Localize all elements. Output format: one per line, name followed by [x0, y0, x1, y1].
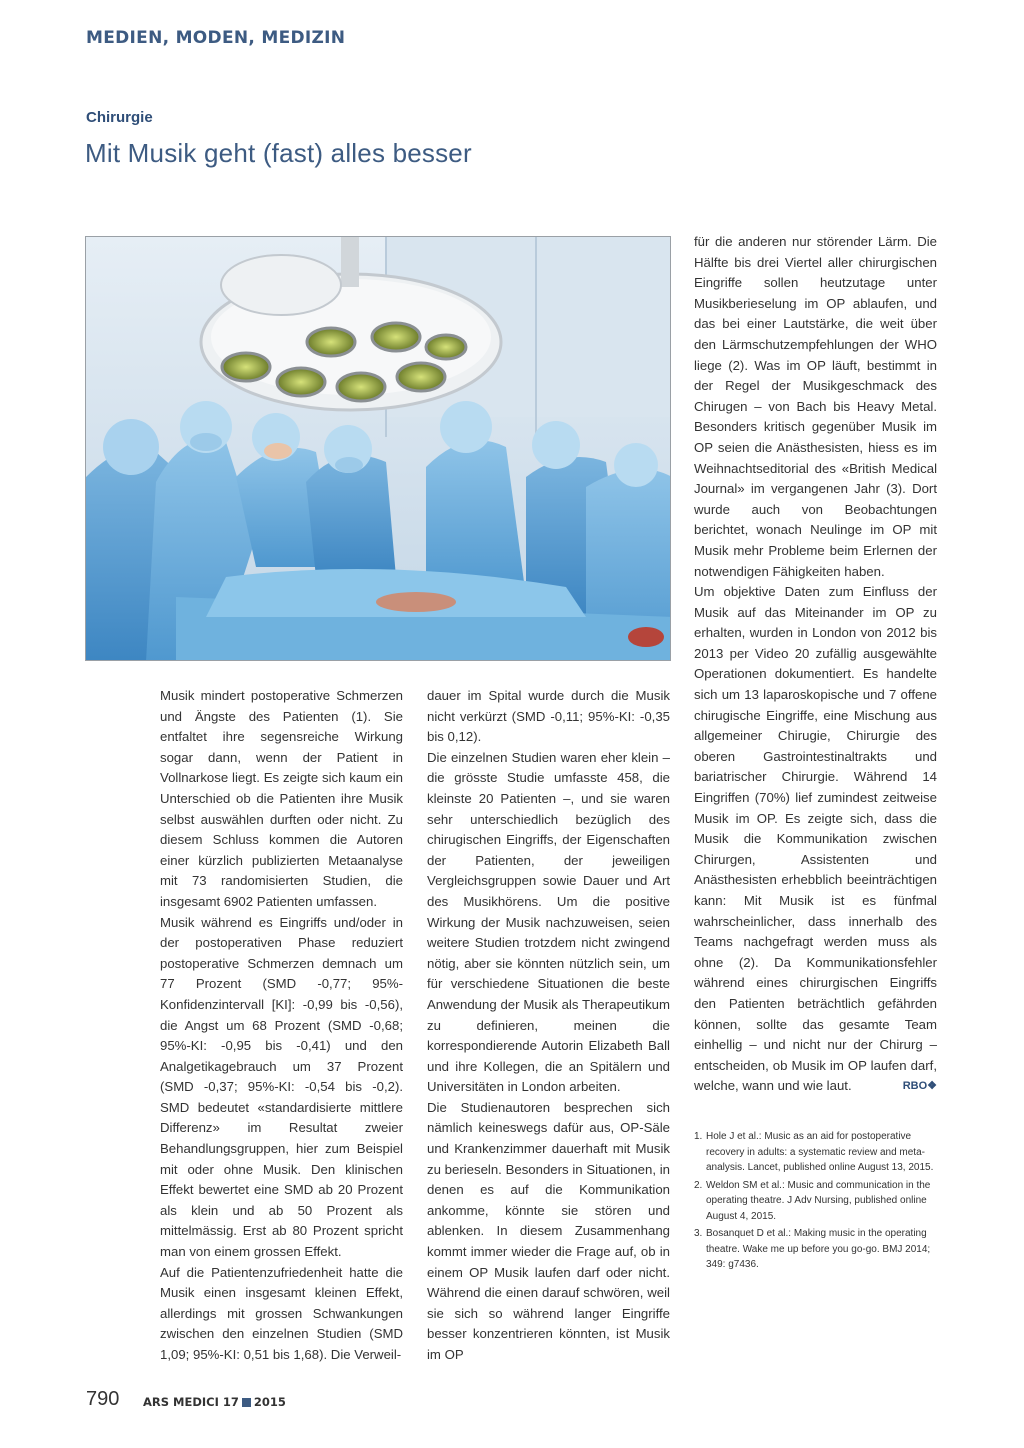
paragraph: Die einzelnen Studien waren eher klein – die grösste Studie umfasste 458, die kleinste 20 Patienten –, und sie waren sehr unterschiedlich bezüglich des chirugischen Eingriffs, der Eigenschaften der Patienten, der jeweiligen Vergleichsgruppen sowie Dauer und Art des Musikhörens. Um die positive Wirkung der Musik nachzuweisen, seien weitere Studien trotzdem nicht zwingend nötig, aber sie könnten nützlich sein, um für verschiedene Situationen die beste Anwendung der Musik als Therapeutikum zu definieren, meinen die korrespondierende Autorin Elizabeth Ball und ihre Kollegen, die an Spitälern und Universitäten in London arbeiten. — [427, 749, 670, 1095]
reference-text: Bosanquet D et al.: Making music in the operating theatre. Wake me up before you go-go. BMJ 2014; 349: g7436. — [706, 1228, 931, 1270]
surgery-photo — [85, 236, 671, 661]
square-separator-icon — [242, 1398, 251, 1407]
paragraph: Die Studienautoren besprechen sich nämlich keineswegs dafür aus, OP-Säle und Krankenzimmer dauerhaft mit Musik zu berieseln. Besonders in Situationen, in denen es auf die Kommunikation ankomme, könnte sie stören und ablenken. In diesem Zusammenhang kommt immer wieder die Frage auf, ob in einem OP Musik laufen darf oder nicht. Während die einen darauf schwören, weil sie sich so während langer Eingriffe besser konzentrieren könnten, ist Musik im OP — [427, 1099, 670, 1362]
paragraph-text: Um objektive Daten zum Einfluss der Musik auf das Miteinander im OP zu erhalten, wurden in London von 2012 bis 2013 per Video 20 zufällig ausgewählte Operationen dokumentiert. Es handelte sich um 13 laparoskopische und 7 offene chirugische Eingriffe, eine Mischung aus allgemeiner Chirugie, Chirurgie des oberen Gastrointestinaltrakts und bariatrischer Chirurgie. Während 14 Eingriffen (70%) lief zumindest zeitweise Musik im OP. Es zeigte sich, dass die Musik die Kommunikation zwischen Chirurgen, Assistenten und Anästhesisten erhebblich beeinträchtigen kann: Mit Musik ist es fünfmal wahrscheinlicher, dass innerhalb des Teams nachgefragt werden muss als ohne (2). Da Kommunikationsfehler während eines chirurgischen Eingriffs den Patienten beträchtlich gefährden können, sollte das gesamte Team einhellig – und nicht nur der Chirurg – entscheiden, ob Musik im OP laufen darf, welche, wann und wie laut. — [694, 584, 937, 1094]
reference-item — [694, 1178, 942, 1225]
magazine-name: ARS MEDICI 17 — [143, 1395, 239, 1409]
paragraph: dauer im Spital wurde durch die Musik nicht verkürzt (SMD -0,11; 95%-KI: -0,35 bis 0,12). — [427, 688, 670, 745]
publication-year: 2015 — [253, 1395, 286, 1409]
page-number: 790 — [86, 1388, 120, 1410]
article-column-1 — [160, 686, 403, 1366]
paragraph: Auf die Patientenzufriedenheit hatte die Musik einen insgesamt kleinen Effekt, allerdings mit grossen Schwankungen zwischen den einzelnen Studien (SMD 1,09; 95%-KI: 0,51 bis 1,68). Die Verweil- — [160, 1264, 403, 1362]
article-kicker: Chirurgie — [86, 109, 153, 126]
reference-number: 3. — [694, 1228, 703, 1239]
article-column-3 — [694, 232, 937, 1097]
paragraph: für die anderen nur störender Lärm. Die Hälfte bis drei Viertel aller chirurgischen Eingriffe sollen heutzutage unter Musikberieselung im OP ablaufen, und das bei einer Lautstärke, die weit über den Lärmschutzempfehlungen der WHO liege (2). Was im OP läuft, bestimmt in der Regel der Musikgeschmack des Chirugen – von Bach bis Heavy Metal. Besonders kritisch gegenüber Musik im OP seien die Anästhesisten, hiess es im Weihnachtseditorial des «British Medical Journal» im vergangenen Jahr (3). Dort wurde auch von Beobachtungen berichtet, wonach Neulinge im OP mit Musik mehr Probleme beim Erlernen der notwendigen Fähigkeiten haben. — [694, 234, 937, 579]
reference-item — [694, 1129, 942, 1176]
article-title: Mit Musik geht (fast) alles besser — [85, 138, 472, 168]
reference-item — [694, 1226, 942, 1273]
footer-publication — [143, 1395, 286, 1409]
section-label: MEDIEN, MODEN, MEDIZIN — [86, 28, 346, 48]
author-signature: RBO❖ — [902, 1080, 937, 1093]
paragraph: Musik mindert postoperative Schmerzen und Ängste des Patienten (1). Sie entfaltet ihre segensreiche Wirkung sogar dann, wenn der Patient in Vollnarkose liegt. Es zeigte sich kaum ein Unterschied ob die Patienten ihre Musik selbst auswählen durften oder nicht. Zu diesem Schluss kommen die Autoren einer kürzlich publizierten Metaanalyse mit 73 randomisierten Studien, die insgesamt 6902 Patienten umfassen. — [160, 688, 403, 909]
article-column-2 — [427, 686, 670, 1366]
reference-list — [694, 1129, 942, 1275]
reference-number: 1. — [694, 1131, 703, 1142]
surgery-illustration — [86, 237, 671, 661]
reference-text: Hole J et al.: Music as an aid for postoperative recovery in adults: a systematic review and meta-analysis. Lancet, published online August 13, 2015. — [706, 1131, 934, 1173]
reference-number: 2. — [694, 1179, 703, 1191]
reference-text: Weldon SM et al.: Music and communication in the operating theatre. J Adv Nursing, published online August 4, 2015. — [706, 1179, 931, 1222]
paragraph: Musik während es Eingriffs und/oder in der postoperativen Phase reduziert postoperative Schmerzen demnach um 77 Prozent (SMD -0,77; 95%-Konfidenzintervall [KI]: -0,99 bis -0,56), die Angst um 68 Prozent (SMD -0,68; 95%-KI: -0,95 bis -0,41) und den Analgetikagebrauch um 37 Prozent (SMD -0,37; 95%-KI: -0,54 bis -0,2). SMD bedeutet «standardisierte mittlere Differenz» im Resultat zweier Behandlungsgruppen, hier zum Beispiel mit oder ohne Musik. Den klinischen Effekt bewertet eine SMD ab 20 Prozent als klein und ab 50 Prozent als mittelmässig. Erst ab 80 Prozent spricht man von einem grossen Effekt. — [160, 914, 403, 1260]
paragraph-with-signature — [694, 582, 937, 1097]
